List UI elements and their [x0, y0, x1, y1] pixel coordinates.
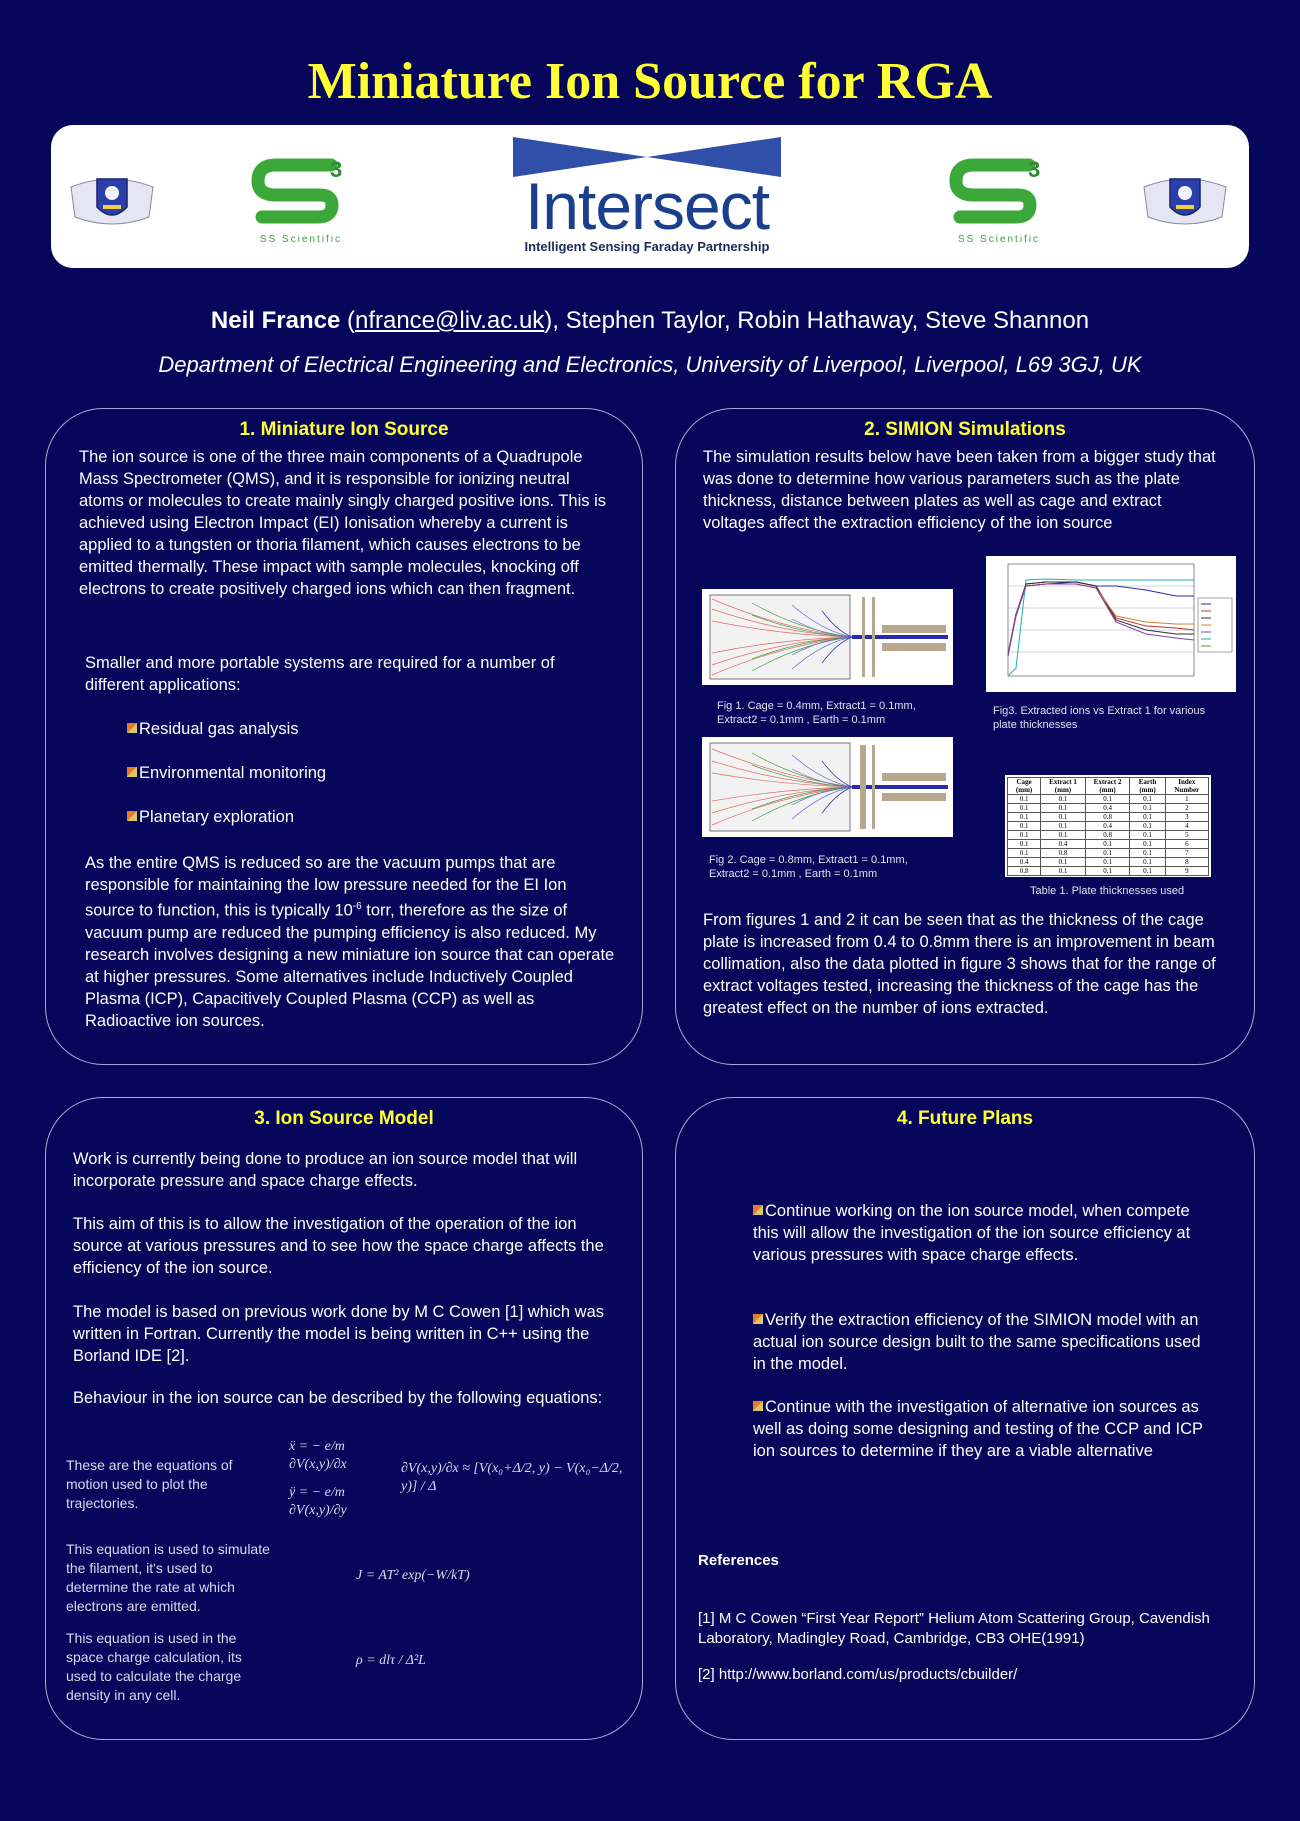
section3-paragraph-1: Work is currently being done to produce an ion source model that will incorporate pressure and space charge effects. — [73, 1150, 578, 1190]
table-cell: 0.1 — [1008, 795, 1041, 804]
table-cell: 1 — [1165, 795, 1208, 804]
table-cell: 0.1 — [1008, 813, 1041, 822]
bullet-planetary: Planetary exploration — [127, 806, 294, 828]
equation-motion-y: ÿ = − e/m ∂V(x,y)/∂y — [289, 1485, 347, 1518]
equation-charge-density: ρ = dlτ / Δ²L — [356, 1653, 426, 1668]
table-cell: 0.1 — [1008, 849, 1041, 858]
table-cell: 0.1 — [1130, 858, 1165, 867]
svg-text:3: 3 — [1028, 157, 1041, 182]
panel-simion-simulations — [675, 408, 1255, 1065]
department-affiliation: Department of Electrical Engineering and Electronics, University of Liverpool, Liverpool, L69 3GJ, UK — [158, 352, 1142, 377]
bullet-icon — [127, 767, 137, 777]
equation-finite-difference: ∂V(x,y)/∂x ≈ [V(x₀+Δ/2, y) − V(x₀−Δ/2, y)] / Δ — [401, 1461, 623, 1494]
section2-intro: The simulation results below have been taken from a bigger study that was done to determine how various parameters such as the plate thickness, distance between plates as well as cage and extract voltages affect the extraction efficiency of the ion source — [703, 448, 1216, 532]
table-cell: 0.1 — [1085, 858, 1130, 867]
bullet-icon — [753, 1314, 763, 1324]
table-cell: 0.4 — [1041, 840, 1086, 849]
panel-future-plans — [675, 1097, 1255, 1740]
poster-title: Miniature Ion Source for RGA — [307, 53, 993, 110]
bullet-environmental: Environmental monitoring — [127, 762, 326, 784]
panel-miniature-ion-source — [45, 408, 643, 1065]
table-cell: 0.4 — [1008, 858, 1041, 867]
svg-text:3: 3 — [330, 157, 343, 182]
table-cell: 0.1 — [1130, 831, 1165, 840]
university-crest-logo-right — [1136, 167, 1234, 235]
table-cell: 2 — [1165, 804, 1208, 813]
table-cell: 0.1 — [1085, 840, 1130, 849]
bullet-icon — [127, 723, 137, 733]
reference-2-link[interactable]: [2] http://www.borland.com/us/products/cbuilder/ — [698, 1666, 1018, 1683]
intersect-logo — [513, 137, 781, 259]
references-heading: References — [698, 1552, 779, 1569]
table-cell: 0.8 — [1085, 813, 1130, 822]
table-cell: 6 — [1165, 840, 1208, 849]
table-row — [1008, 804, 1209, 813]
table-cell: 0.1 — [1008, 840, 1041, 849]
co-authors: ), Stephen Taylor, Robin Hathaway, Steve Shannon — [544, 307, 1090, 334]
table-cell: 0.1 — [1008, 831, 1041, 840]
reference-1: [1] M C Cowen “First Year Report” Helium Atom Scattering Group, Cavendish Laboratory, Madingley Road, Cambridge, CB3 OHE(1991) — [698, 1610, 1210, 1647]
table-cell: 0.1 — [1041, 813, 1086, 822]
section-title: 1. Miniature Ion Source — [239, 419, 449, 440]
table-cell: 0.8 — [1041, 849, 1086, 858]
figure-1-caption: Fig 1. Cage = 0.4mm, Extract1 = 0.1mm, Extract2 = 0.1mm , Earth = 0.1mm — [717, 700, 916, 726]
section2-conclusion: From figures 1 and 2 it can be seen that as the thickness of the cage plate is increased from 0.4 to 0.8mm there is an improvement in beam collimation, also the data plotted in figure 3 shows that for the range of extract voltages tested, increasing the thickness of the cage has the greatest effect on the number of ions extracted. — [703, 911, 1216, 1017]
table-cell: 0.1 — [1085, 867, 1130, 876]
table-row — [1008, 858, 1209, 867]
author-email-link[interactable]: nfrance@liv.ac.uk — [354, 307, 545, 334]
section-title: 4. Future Plans — [896, 1108, 1034, 1129]
s3-icon — [944, 155, 1054, 229]
university-crest-logo-left — [63, 167, 161, 235]
table-cell: 8 — [1165, 858, 1208, 867]
table-cell: 0.1 — [1130, 867, 1165, 876]
section-title: 3. Ion Source Model — [254, 1108, 434, 1129]
section1-paragraph-1: The ion source is one of the three main components of a Quadrupole Mass Spectrometer (QMS), and it is responsible for ionizing neutral atoms or molecules to create mainly singly charged positive ions. This is achieved using Electron Impact (EI) Ionisation whereby a current is applied to a tungsten or thoria filament, which causes electrons to be emitted thermally. These impact with sample molecules, knocking off electrons to create positively charged ions which can then fragment. — [79, 448, 607, 598]
future-plan-item-3: Continue with the investigation of alternative ion sources as well as doing some designing and testing of the CCP and ICP ion sources to determine if they are a viable alternative — [753, 1398, 1203, 1460]
table-cell: 0.1 — [1041, 867, 1086, 876]
table-cell: 9 — [1165, 867, 1208, 876]
equation-note-1: These are the equations of motion used to plot the trajectories. — [66, 1457, 233, 1511]
table-cell: 0.1 — [1130, 822, 1165, 831]
table-cell: 0.1 — [1041, 795, 1086, 804]
table-header-cell: Extract 2 (mm) — [1085, 778, 1130, 795]
table-cell: 3 — [1165, 813, 1208, 822]
section-title: 2. SIMION Simulations — [864, 419, 1066, 440]
table-header-cell: Earth (mm) — [1130, 778, 1165, 795]
ss-scientific-text: SS Scientific — [957, 234, 1041, 245]
table-cell: 0.1 — [1130, 840, 1165, 849]
table-row — [1008, 795, 1209, 804]
table-1 — [1007, 777, 1209, 876]
bullet-icon — [127, 811, 137, 821]
lead-author: Neil France — [210, 307, 341, 334]
table-1-caption: Table 1. Plate thicknesses used — [1030, 885, 1185, 897]
future-plan-item-1: Continue working on the ion source model, when compete this will allow the investigation of the ion source efficiency at various pressures with space charge effects. — [753, 1202, 1191, 1264]
equation-motion-x: ẍ = − e/m ∂V(x,y)/∂x — [289, 1439, 347, 1472]
table-cell: 0.1 — [1008, 822, 1041, 831]
table-cell: 0.1 — [1041, 831, 1086, 840]
table-cell: 0.1 — [1041, 822, 1086, 831]
table-header-cell: Index Number — [1165, 778, 1208, 795]
table-cell: 4 — [1165, 822, 1208, 831]
logo-banner — [51, 125, 1249, 268]
section1-paragraph-3: As the entire QMS is reduced so are the vacuum pumps that are responsible for maintaining the low pressure needed for the EI Ion source to function, this is typically $10^{-6}$ torr, therefore as the size of vacuum pump are reduced the pumping efficiency is also reduced. My research involves designing a new miniature ion source that can operate at higher pressures. Some alternatives include Inductively Coupled Plasma (ICP), Capacitively Coupled Plasma (CCP) as well as Radioactive ion sources. — [85, 854, 615, 1030]
panel-ion-source-model — [45, 1097, 643, 1740]
table-cell: 0.4 — [1085, 804, 1130, 813]
table-cell: 0.4 — [1085, 822, 1130, 831]
figure-2-caption: Fig 2. Cage = 0.8mm, Extract1 = 0.1mm, Extract2 = 0.1mm , Earth = 0.1mm — [709, 854, 908, 880]
figure-1-simulation — [702, 589, 953, 685]
bullet-icon — [753, 1205, 763, 1215]
equation-note-2: This equation is used to simulate the filament, it's used to determine the rate at which electrons are emitted. — [66, 1541, 270, 1614]
table-header-row — [1008, 778, 1209, 795]
ss-scientific-logo-left — [246, 155, 356, 245]
table-row — [1008, 822, 1209, 831]
section3-paragraph-2: This aim of this is to allow the investigation of the operation of the ion source at various pressures and to see how the space charge affects the efficiency of the ion source. — [73, 1215, 604, 1277]
table-cell: 0.1 — [1041, 804, 1086, 813]
table-header-cell: Cage (mm) — [1008, 778, 1041, 795]
table-row — [1008, 831, 1209, 840]
plate-thickness-table — [1005, 775, 1211, 877]
section1-paragraph-2: Smaller and more portable systems are required for a number of different applications: — [85, 654, 555, 694]
table-cell: 0.8 — [1008, 867, 1041, 876]
s3-icon — [246, 155, 356, 229]
table-cell: 0.1 — [1008, 804, 1041, 813]
future-plan-item-2: Verify the extraction efficiency of the SIMION model with an actual ion source design built to the same specifications used in the model. — [753, 1311, 1201, 1373]
section3-paragraph-3: The model is based on previous work done by M C Cowen [1] which was written in Fortran. Currently the model is being written in C++ using the Borland IDE [2]. — [73, 1303, 605, 1365]
paren-open: ( — [340, 307, 355, 334]
table-cell: 5 — [1165, 831, 1208, 840]
table-cell: 0.8 — [1085, 831, 1130, 840]
table-cell: 7 — [1165, 849, 1208, 858]
ss-scientific-text: SS Scientific — [259, 234, 343, 245]
equation-note-3: This equation is used in the space charge calculation, its used to calculate the charge density in any cell. — [66, 1630, 242, 1703]
table-body — [1008, 795, 1209, 876]
bullet-residual-gas: Residual gas analysis — [127, 718, 299, 740]
table-cell: 0.1 — [1130, 813, 1165, 822]
section3-paragraph-4: Behaviour in the ion source can be described by the following equations: — [73, 1389, 603, 1407]
intersect-wordmark: Intersect — [524, 169, 770, 243]
figure-2-simulation — [702, 737, 953, 837]
table-cell: 0.1 — [1130, 849, 1165, 858]
table-cell: 0.1 — [1130, 804, 1165, 813]
intersect-tagline: Intelligent Sensing Faraday Partnership — [524, 239, 770, 254]
table-row — [1008, 840, 1209, 849]
table-cell: 0.1 — [1041, 858, 1086, 867]
bullet-icon — [753, 1401, 763, 1411]
table-row — [1008, 813, 1209, 822]
figure-3-chart — [986, 556, 1236, 692]
table-cell: 0.1 — [1085, 795, 1130, 804]
table-header-cell: Extract 1 (mm) — [1041, 778, 1086, 795]
table-cell: 0.1 — [1085, 849, 1130, 858]
ss-scientific-logo-right — [944, 155, 1054, 245]
table-row — [1008, 849, 1209, 858]
table-cell: 0.1 — [1130, 795, 1165, 804]
author-line — [0, 307, 1300, 335]
figure-3-caption: Fig3. Extracted ions vs Extract 1 for various plate thicknesses — [993, 705, 1206, 731]
equation-richardson: J = AT² exp(−W/kT) — [356, 1568, 470, 1583]
table-row — [1008, 867, 1209, 876]
